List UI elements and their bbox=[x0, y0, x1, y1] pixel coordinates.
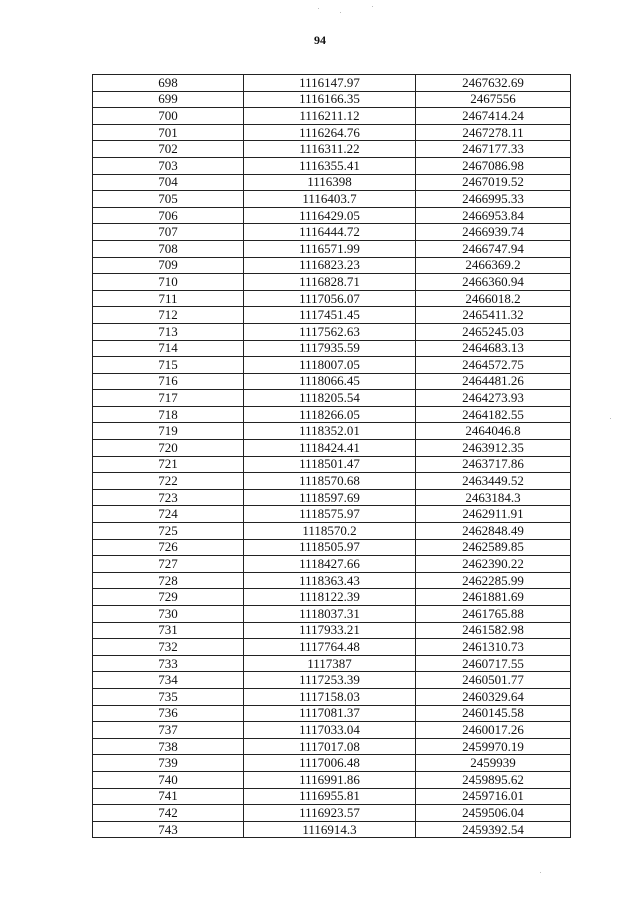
point-number-cell: 729 bbox=[93, 589, 244, 606]
table-row bbox=[93, 157, 571, 174]
x-coordinate-cell: 1116166.35 bbox=[244, 91, 416, 108]
y-coordinate-cell: 2464046.8 bbox=[416, 423, 571, 440]
x-coordinate-cell: 1116444.72 bbox=[244, 224, 416, 241]
x-coordinate-cell: 1117017.08 bbox=[244, 738, 416, 755]
y-coordinate-cell: 2467414.24 bbox=[416, 108, 571, 125]
point-number-cell: 732 bbox=[93, 639, 244, 656]
point-number-cell: 720 bbox=[93, 440, 244, 457]
table-row bbox=[93, 705, 571, 722]
point-number-cell: 710 bbox=[93, 274, 244, 291]
x-coordinate-cell: 1117081.37 bbox=[244, 705, 416, 722]
table-row bbox=[93, 722, 571, 739]
x-coordinate-cell: 1116147.97 bbox=[244, 75, 416, 92]
x-coordinate-cell: 1118570.2 bbox=[244, 523, 416, 540]
y-coordinate-cell: 2461881.69 bbox=[416, 589, 571, 606]
scan-speck bbox=[610, 418, 611, 419]
point-number-cell: 700 bbox=[93, 108, 244, 125]
table-row bbox=[93, 240, 571, 257]
x-coordinate-cell: 1116991.86 bbox=[244, 771, 416, 788]
point-number-cell: 703 bbox=[93, 157, 244, 174]
point-number-cell: 708 bbox=[93, 240, 244, 257]
y-coordinate-cell: 2465411.32 bbox=[416, 307, 571, 324]
point-number-cell: 733 bbox=[93, 655, 244, 672]
table-row bbox=[93, 207, 571, 224]
table-row bbox=[93, 307, 571, 324]
point-number-cell: 706 bbox=[93, 207, 244, 224]
x-coordinate-cell: 1117006.48 bbox=[244, 755, 416, 772]
table-row bbox=[93, 805, 571, 822]
x-coordinate-cell: 1117033.04 bbox=[244, 722, 416, 739]
table-row bbox=[93, 340, 571, 357]
x-coordinate-cell: 1116571.99 bbox=[244, 240, 416, 257]
y-coordinate-cell: 2459895.62 bbox=[416, 771, 571, 788]
table-row bbox=[93, 406, 571, 423]
point-number-cell: 718 bbox=[93, 406, 244, 423]
table-row bbox=[93, 489, 571, 506]
x-coordinate-cell: 1118363.43 bbox=[244, 572, 416, 589]
point-number-cell: 727 bbox=[93, 556, 244, 573]
table-row bbox=[93, 423, 571, 440]
point-number-cell: 740 bbox=[93, 771, 244, 788]
x-coordinate-cell: 1116955.81 bbox=[244, 788, 416, 805]
table-row bbox=[93, 357, 571, 374]
x-coordinate-cell: 1116403.7 bbox=[244, 191, 416, 208]
point-number-cell: 739 bbox=[93, 755, 244, 772]
point-number-cell: 722 bbox=[93, 473, 244, 490]
table-row bbox=[93, 124, 571, 141]
y-coordinate-cell: 2466953.84 bbox=[416, 207, 571, 224]
table-row bbox=[93, 290, 571, 307]
x-coordinate-cell: 1117933.21 bbox=[244, 622, 416, 639]
x-coordinate-cell: 1118424.41 bbox=[244, 440, 416, 457]
page-number: 94 bbox=[314, 33, 326, 47]
x-coordinate-cell: 1116429.05 bbox=[244, 207, 416, 224]
table-row bbox=[93, 622, 571, 639]
x-coordinate-cell: 1116914.3 bbox=[244, 821, 416, 838]
point-number-cell: 734 bbox=[93, 672, 244, 689]
table-row bbox=[93, 606, 571, 623]
table-row bbox=[93, 771, 571, 788]
x-coordinate-cell: 1118205.54 bbox=[244, 390, 416, 407]
point-number-cell: 715 bbox=[93, 357, 244, 374]
y-coordinate-cell: 2467177.33 bbox=[416, 141, 571, 158]
x-coordinate-cell: 1118575.97 bbox=[244, 506, 416, 523]
x-coordinate-cell: 1117764.48 bbox=[244, 639, 416, 656]
y-coordinate-cell: 2459716.01 bbox=[416, 788, 571, 805]
x-coordinate-cell: 1118505.97 bbox=[244, 539, 416, 556]
y-coordinate-cell: 2460017.26 bbox=[416, 722, 571, 739]
y-coordinate-cell: 2459939 bbox=[416, 755, 571, 772]
x-coordinate-cell: 1116311.22 bbox=[244, 141, 416, 158]
x-coordinate-cell: 1118122.39 bbox=[244, 589, 416, 606]
point-number-cell: 713 bbox=[93, 323, 244, 340]
point-number-cell: 721 bbox=[93, 456, 244, 473]
y-coordinate-cell: 2466747.94 bbox=[416, 240, 571, 257]
point-number-cell: 717 bbox=[93, 390, 244, 407]
x-coordinate-cell: 1117451.45 bbox=[244, 307, 416, 324]
x-coordinate-cell: 1118266.05 bbox=[244, 406, 416, 423]
y-coordinate-cell: 2462390.22 bbox=[416, 556, 571, 573]
table-row bbox=[93, 788, 571, 805]
y-coordinate-cell: 2463184.3 bbox=[416, 489, 571, 506]
table-row bbox=[93, 523, 571, 540]
point-number-cell: 728 bbox=[93, 572, 244, 589]
scan-speck bbox=[372, 6, 373, 7]
table-row bbox=[93, 672, 571, 689]
x-coordinate-cell: 1118597.69 bbox=[244, 489, 416, 506]
y-coordinate-cell: 2464683.13 bbox=[416, 340, 571, 357]
y-coordinate-cell: 2464481.26 bbox=[416, 373, 571, 390]
scan-speck bbox=[340, 12, 341, 13]
x-coordinate-cell: 1118570.68 bbox=[244, 473, 416, 490]
table-row bbox=[93, 738, 571, 755]
point-number-cell: 701 bbox=[93, 124, 244, 141]
point-number-cell: 707 bbox=[93, 224, 244, 241]
y-coordinate-cell: 2463717.86 bbox=[416, 456, 571, 473]
y-coordinate-cell: 2460501.77 bbox=[416, 672, 571, 689]
table-row bbox=[93, 556, 571, 573]
x-coordinate-cell: 1116264.76 bbox=[244, 124, 416, 141]
table-row bbox=[93, 274, 571, 291]
y-coordinate-cell: 2467632.69 bbox=[416, 75, 571, 92]
point-number-cell: 698 bbox=[93, 75, 244, 92]
y-coordinate-cell: 2464182.55 bbox=[416, 406, 571, 423]
y-coordinate-cell: 2461765.88 bbox=[416, 606, 571, 623]
x-coordinate-cell: 1116211.12 bbox=[244, 108, 416, 125]
point-number-cell: 730 bbox=[93, 606, 244, 623]
point-number-cell: 731 bbox=[93, 622, 244, 639]
scan-speck bbox=[318, 8, 319, 9]
y-coordinate-cell: 2466369.2 bbox=[416, 257, 571, 274]
table-row bbox=[93, 539, 571, 556]
y-coordinate-cell: 2465245.03 bbox=[416, 323, 571, 340]
y-coordinate-cell: 2466939.74 bbox=[416, 224, 571, 241]
x-coordinate-cell: 1117562.63 bbox=[244, 323, 416, 340]
y-coordinate-cell: 2460717.55 bbox=[416, 655, 571, 672]
y-coordinate-cell: 2459506.04 bbox=[416, 805, 571, 822]
x-coordinate-cell: 1117158.03 bbox=[244, 688, 416, 705]
point-number-cell: 741 bbox=[93, 788, 244, 805]
table-row bbox=[93, 191, 571, 208]
x-coordinate-cell: 1116398 bbox=[244, 174, 416, 191]
point-number-cell: 704 bbox=[93, 174, 244, 191]
x-coordinate-cell: 1116823.23 bbox=[244, 257, 416, 274]
scan-speck bbox=[540, 872, 541, 873]
point-number-cell: 724 bbox=[93, 506, 244, 523]
y-coordinate-cell: 2467278.11 bbox=[416, 124, 571, 141]
x-coordinate-cell: 1117253.39 bbox=[244, 672, 416, 689]
y-coordinate-cell: 2459392.54 bbox=[416, 821, 571, 838]
x-coordinate-cell: 1116828.71 bbox=[244, 274, 416, 291]
table-row bbox=[93, 108, 571, 125]
table-row bbox=[93, 821, 571, 838]
coordinate-table bbox=[92, 74, 571, 838]
table-row bbox=[93, 224, 571, 241]
y-coordinate-cell: 2462285.99 bbox=[416, 572, 571, 589]
x-coordinate-cell: 1118037.31 bbox=[244, 606, 416, 623]
point-number-cell: 736 bbox=[93, 705, 244, 722]
x-coordinate-cell: 1118007.05 bbox=[244, 357, 416, 374]
y-coordinate-cell: 2463912.35 bbox=[416, 440, 571, 457]
point-number-cell: 705 bbox=[93, 191, 244, 208]
table-row bbox=[93, 257, 571, 274]
point-number-cell: 702 bbox=[93, 141, 244, 158]
point-number-cell: 735 bbox=[93, 688, 244, 705]
table-row bbox=[93, 572, 571, 589]
x-coordinate-cell: 1116355.41 bbox=[244, 157, 416, 174]
y-coordinate-cell: 2467019.52 bbox=[416, 174, 571, 191]
point-number-cell: 709 bbox=[93, 257, 244, 274]
table-row bbox=[93, 373, 571, 390]
table-row bbox=[93, 174, 571, 191]
x-coordinate-cell: 1117056.07 bbox=[244, 290, 416, 307]
table-row bbox=[93, 589, 571, 606]
y-coordinate-cell: 2464273.93 bbox=[416, 390, 571, 407]
x-coordinate-cell: 1118501.47 bbox=[244, 456, 416, 473]
y-coordinate-cell: 2460329.64 bbox=[416, 688, 571, 705]
point-number-cell: 716 bbox=[93, 373, 244, 390]
x-coordinate-cell: 1118066.45 bbox=[244, 373, 416, 390]
table-row bbox=[93, 506, 571, 523]
x-coordinate-cell: 1117387 bbox=[244, 655, 416, 672]
y-coordinate-cell: 2466995.33 bbox=[416, 191, 571, 208]
table-row bbox=[93, 323, 571, 340]
y-coordinate-cell: 2461310.73 bbox=[416, 639, 571, 656]
point-number-cell: 723 bbox=[93, 489, 244, 506]
table-row bbox=[93, 390, 571, 407]
x-coordinate-cell: 1118352.01 bbox=[244, 423, 416, 440]
point-number-cell: 725 bbox=[93, 523, 244, 540]
point-number-cell: 712 bbox=[93, 307, 244, 324]
y-coordinate-cell: 2467556 bbox=[416, 91, 571, 108]
x-coordinate-cell: 1116923.57 bbox=[244, 805, 416, 822]
point-number-cell: 737 bbox=[93, 722, 244, 739]
table-row bbox=[93, 688, 571, 705]
table-row bbox=[93, 91, 571, 108]
table-row bbox=[93, 639, 571, 656]
point-number-cell: 711 bbox=[93, 290, 244, 307]
y-coordinate-cell: 2462848.49 bbox=[416, 523, 571, 540]
coordinate-table-container bbox=[92, 74, 570, 838]
y-coordinate-cell: 2466018.2 bbox=[416, 290, 571, 307]
table-row bbox=[93, 75, 571, 92]
table-row bbox=[93, 655, 571, 672]
table-row bbox=[93, 141, 571, 158]
table-row bbox=[93, 473, 571, 490]
point-number-cell: 742 bbox=[93, 805, 244, 822]
table-row bbox=[93, 755, 571, 772]
x-coordinate-cell: 1117935.59 bbox=[244, 340, 416, 357]
point-number-cell: 699 bbox=[93, 91, 244, 108]
y-coordinate-cell: 2461582.98 bbox=[416, 622, 571, 639]
y-coordinate-cell: 2466360.94 bbox=[416, 274, 571, 291]
y-coordinate-cell: 2459970.19 bbox=[416, 738, 571, 755]
point-number-cell: 743 bbox=[93, 821, 244, 838]
x-coordinate-cell: 1118427.66 bbox=[244, 556, 416, 573]
table-row bbox=[93, 440, 571, 457]
y-coordinate-cell: 2462911.91 bbox=[416, 506, 571, 523]
point-number-cell: 714 bbox=[93, 340, 244, 357]
table-row bbox=[93, 456, 571, 473]
point-number-cell: 719 bbox=[93, 423, 244, 440]
y-coordinate-cell: 2464572.75 bbox=[416, 357, 571, 374]
y-coordinate-cell: 2460145.58 bbox=[416, 705, 571, 722]
coordinate-table-body bbox=[93, 75, 571, 838]
point-number-cell: 738 bbox=[93, 738, 244, 755]
y-coordinate-cell: 2462589.85 bbox=[416, 539, 571, 556]
y-coordinate-cell: 2467086.98 bbox=[416, 157, 571, 174]
point-number-cell: 726 bbox=[93, 539, 244, 556]
y-coordinate-cell: 2463449.52 bbox=[416, 473, 571, 490]
